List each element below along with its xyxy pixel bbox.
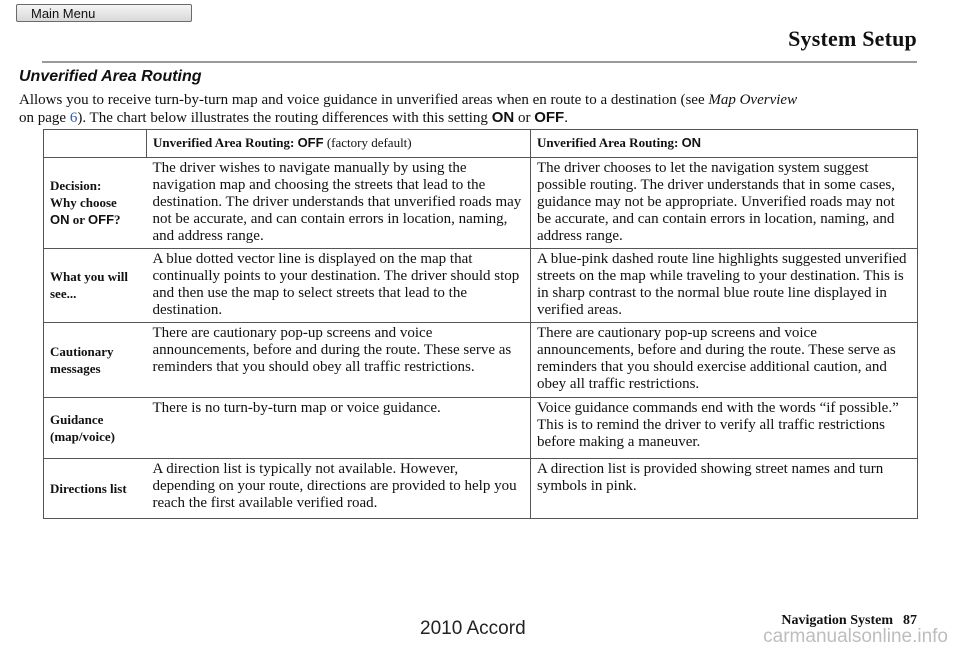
intro-end: . bbox=[564, 110, 568, 126]
table-row bbox=[44, 398, 918, 459]
routing-comparison-table bbox=[43, 129, 918, 519]
main-menu-button[interactable]: Main Menu bbox=[16, 4, 192, 22]
cell-decision-off: The driver wishes to navigate manually by using the navigation map and choosing the streets that lead to the destination. The driver understands that unverified roads may not be accurate, and can contain errors in location, naming, and address range. bbox=[147, 158, 531, 249]
page-title: System Setup bbox=[788, 26, 917, 51]
table-row bbox=[44, 323, 918, 398]
table-row bbox=[44, 459, 918, 519]
row-label-guidance: Guidance (map/voice) bbox=[44, 398, 147, 459]
cell-what-you-see-off: A blue dotted vector line is displayed on the map that continually points to your destination. The driver should stop and then use the map to select streets that lead to the destination. bbox=[147, 249, 531, 323]
decision-label-line2: Why choose bbox=[50, 195, 117, 210]
decision-label-or: or bbox=[69, 212, 89, 227]
row-label-cautionary: Cautionary messages bbox=[44, 323, 147, 398]
header-off bbox=[147, 130, 531, 158]
cell-guidance-off: There is no turn-by-turn map or voice guidance. bbox=[147, 398, 531, 459]
intro-or: or bbox=[514, 110, 535, 126]
footer-label: Navigation System bbox=[781, 613, 893, 628]
header-blank-cell bbox=[44, 130, 147, 158]
title-divider bbox=[42, 61, 917, 63]
decision-label-off: OFF bbox=[88, 212, 115, 227]
intro-text: Allows you to receive turn-by-turn map and voice guidance in unverified areas when en route to a destination (see bbox=[19, 92, 709, 108]
cell-what-you-see-on: A blue-pink dashed route line highlights suggested unverified streets on the map while traveling to your destination. This is in sharp contrast to the normal blue route line displayed in verified areas. bbox=[531, 249, 918, 323]
cell-guidance-on: Voice guidance commands end with the words “if possible.” This is to remind the driver to verify all traffic restrictions before making a maneuver. bbox=[531, 398, 918, 459]
table-row bbox=[44, 249, 918, 323]
off-keyword: OFF bbox=[534, 109, 565, 126]
intro-text-after: ). The chart below illustrates the routing differences with this setting bbox=[77, 110, 492, 126]
intro-paragraph bbox=[19, 91, 919, 127]
page-number: 87 bbox=[903, 613, 917, 628]
header-on-setting: ON bbox=[681, 135, 702, 150]
row-label-decision bbox=[44, 158, 147, 249]
header-off-label: Unverified Area Routing: bbox=[153, 135, 298, 150]
cell-directions-off: A direction list is typically not available. However, depending on your route, directions are provided to help you reach the first available verified road. bbox=[147, 459, 531, 519]
page-link[interactable]: 6 bbox=[69, 110, 78, 126]
site-watermark: carmanualsonline.info bbox=[763, 626, 948, 647]
decision-label-line1: Decision: bbox=[50, 178, 102, 193]
intro-ref-title: Map Overview bbox=[708, 92, 798, 108]
intro-text-on-page: on page bbox=[19, 110, 70, 126]
on-keyword: ON bbox=[491, 109, 515, 126]
row-label-directions: Directions list bbox=[44, 459, 147, 519]
decision-label-on: ON bbox=[50, 212, 70, 227]
table-header-row bbox=[44, 130, 918, 158]
cell-directions-on: A direction list is provided showing street names and turn symbols in pink. bbox=[531, 459, 918, 519]
header-on bbox=[531, 130, 918, 158]
row-label-what-you-see: What you will see... bbox=[44, 249, 147, 323]
table-row bbox=[44, 158, 918, 249]
header-on-label: Unverified Area Routing: bbox=[537, 135, 682, 150]
section-heading: Unverified Area Routing bbox=[19, 68, 202, 85]
decision-label-q: ? bbox=[114, 212, 121, 227]
header-off-note: (factory default) bbox=[323, 135, 412, 150]
model-watermark: 2010 Accord bbox=[420, 618, 526, 639]
cell-cautionary-on: There are cautionary pop-up screens and voice announcements, before and during the route. These serve as reminders that you should exercise additional caution, and obey all traffic restrictions. bbox=[531, 323, 918, 398]
header-off-setting: OFF bbox=[297, 135, 324, 150]
cell-decision-on: The driver chooses to let the navigation system suggest possible routing. The driver understands that in some cases, guidance may not be appropriate. Unverified roads may not be accurate, and can contain errors in location, naming, and address range. bbox=[531, 158, 918, 249]
cell-cautionary-off: There are cautionary pop-up screens and voice announcements, before and during the route. These serve as reminders that you should obey all traffic restrictions. bbox=[147, 323, 531, 398]
